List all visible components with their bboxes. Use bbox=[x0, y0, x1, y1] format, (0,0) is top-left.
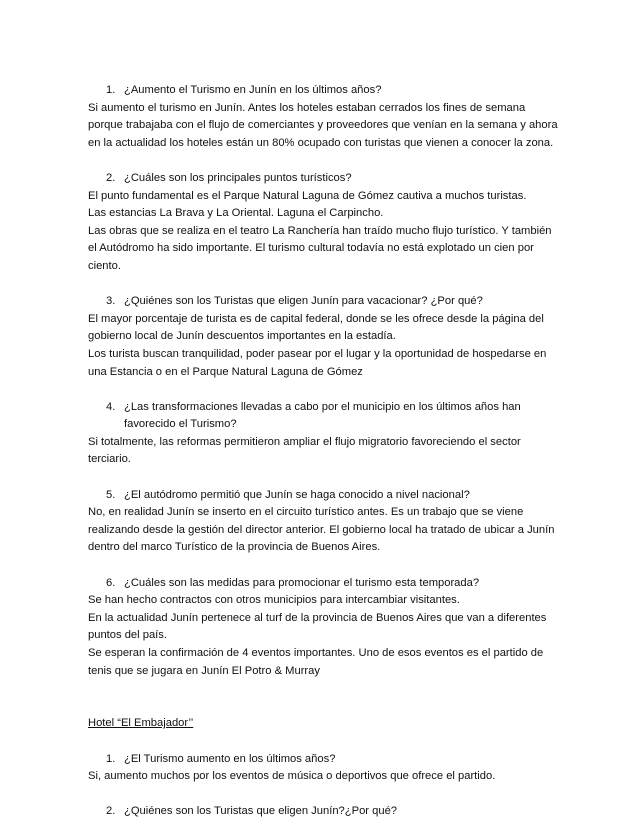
question-text: ¿Cuáles son los principales puntos turísticos? bbox=[124, 171, 352, 184]
question-text: ¿El autódromo permitió que Junín se haga conocido a nivel nacional? bbox=[124, 488, 470, 501]
question-4 bbox=[88, 399, 558, 434]
question-number: 1. bbox=[106, 752, 116, 765]
question-number: 5. bbox=[106, 488, 116, 501]
question-6 bbox=[88, 575, 558, 593]
question-3 bbox=[88, 293, 558, 311]
question-text: ¿Quiénes son los Turistas que eligen Junín?¿Por qué? bbox=[124, 805, 398, 818]
answer-6-paragraph: Se esperan la confirmación de 4 eventos importantes. Uno de esos eventos es el partido de tenis que se jugara en Junín El Potro & Murray bbox=[88, 647, 544, 677]
question-2 bbox=[88, 170, 558, 188]
question-text: ¿Las transformaciones llevadas a cabo por el municipio en los últimos años han favorecido el Turismo? bbox=[124, 400, 521, 431]
answer-4-paragraph: Si totalmente, las reformas permitieron ampliar el flujo migratorio favoreciendo el sector terciario. bbox=[88, 435, 521, 466]
document-page bbox=[88, 82, 558, 821]
answer-6-paragraph: Se han hecho contractos con otros municipios para intercambiar visitantes. bbox=[88, 594, 460, 607]
question-text: ¿Aumento el Turismo en Junín en los últimos años? bbox=[124, 84, 382, 96]
question-1 bbox=[88, 82, 558, 100]
answer-3-paragraph: Los turista buscan tranquilidad, poder pasear por el lugar y la oportunidad de hospedarse en una Estancia o en el Parque Natural Laguna de Gómez bbox=[88, 347, 547, 378]
question-number: 2. bbox=[106, 805, 116, 818]
hotel-title: Hotel “El Embajador’’ bbox=[88, 717, 194, 730]
hotel-question-1 bbox=[88, 751, 558, 769]
question-number: 2. bbox=[106, 171, 116, 184]
question-text: ¿El Turismo aumento en los últimos años? bbox=[124, 752, 336, 765]
question-number: 3. bbox=[106, 295, 116, 308]
question-text: ¿Cuáles son las medidas para promocionar el turismo esta temporada? bbox=[124, 576, 480, 589]
answer-6-paragraph: En la actualidad Junín pertenece al turf de la provincia de Buenos Aires que van a diferentes puntos del país. bbox=[88, 611, 547, 642]
answer-3-paragraph: El mayor porcentaje de turista es de capital federal, donde se les ofrece desde la página del gobierno local de Junín descuentos importantes en la estadía. bbox=[88, 312, 544, 343]
answer-5-paragraph: No, en realidad Junín se inserto en el circuito turístico antes. Es un trabajo que se viene realizando desde la gestión del director anterior. El gobierno local ha tratado de ubicar a Junín dentro del marco Turístico de la provincia de Buenos Aires. bbox=[88, 506, 555, 554]
hotel-question-2 bbox=[88, 803, 558, 821]
hotel-answer-1: Si, aumento muchos por los eventos de música o deportivos que ofrece el partido. bbox=[88, 770, 496, 783]
question-text: ¿Quiénes son los Turistas que eligen Junín para vacacionar? ¿Por qué? bbox=[124, 295, 483, 308]
answer-1-paragraph: Si aumento el turismo en Junín. Antes los hoteles estaban cerrados los fines de semana porque trabajaba con el flujo de comerciantes y proveedores que venían en la semana y ahora en la actualidad los hoteles están un 80% ocupado con turistas que vienen a conocer la zona. bbox=[88, 101, 558, 149]
answer-2-paragraph: Las obras que se realiza en el teatro La Ranchería han traído mucho flujo turístico. Y también el Autódromo ha sido importante. El turismo cultural todavía no está explotado un cien por ciento. bbox=[88, 224, 552, 272]
question-number: 4. bbox=[106, 400, 116, 413]
question-number: 1. bbox=[106, 84, 116, 96]
answer-2-paragraph: El punto fundamental es el Parque Natural Laguna de Gómez cautiva a muchos turistas. bbox=[88, 189, 527, 202]
question-5 bbox=[88, 487, 558, 505]
answer-2-paragraph: Las estancias La Brava y La Oriental. Laguna el Carpincho. bbox=[88, 207, 384, 220]
question-number: 6. bbox=[106, 576, 116, 589]
